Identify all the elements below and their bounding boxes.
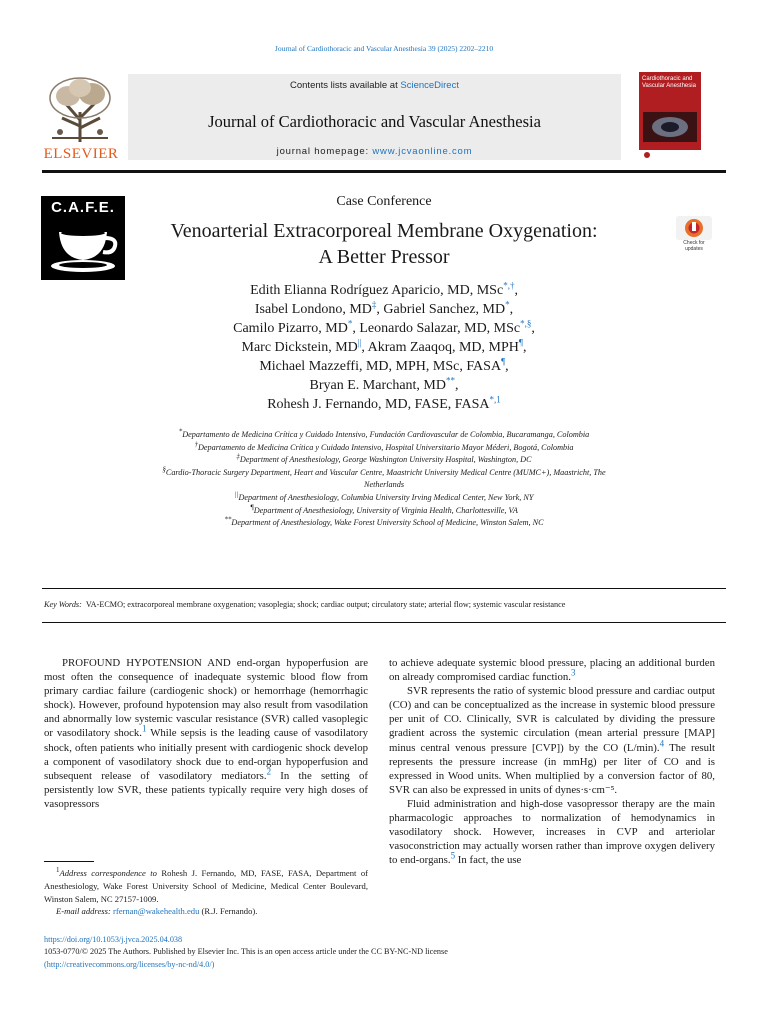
author-line: Michael Mazzeffi, MD, MPH, MSc, FASA¶, bbox=[259, 356, 509, 374]
reference-link[interactable]: 3 bbox=[570, 667, 576, 678]
email-link[interactable]: rfernan@wakehealth.edu bbox=[112, 906, 200, 917]
author-line: Marc Dickstein, MD||, Akram Zaaqoq, MD, MPH¶, bbox=[241, 337, 527, 355]
body-right-column bbox=[389, 656, 715, 867]
affiliation-mark[interactable]: ‡ bbox=[371, 299, 377, 310]
affiliation-mark[interactable]: *,§ bbox=[520, 318, 532, 329]
affiliation-mark[interactable]: * bbox=[505, 299, 510, 310]
author-list bbox=[110, 281, 658, 414]
body-paragraph: SVR represents the ratio of systemic blood pressure and cardiac output (CO) and can be conceptualized as the increase in systemic blood pressure per unit of CO. Clinically, SVR is calculated by dividing the pressure gradient across the systemic circulation (mean arterial pressure [MAP] minus central venous pressure [CVP]) by the CO (L/min).$^4$ The result represents the pressure increase (in mmHg) per liter of CO and is expressed in Wood units. When multiplied by a conversion factor of 80, SVR can also be expressed in units of dynes·s·cm⁻⁵. bbox=[389, 685, 715, 796]
running-head[interactable]: Journal of Cardiothoracic and Vascular Anesthesia 39 (2025) 2202–2210 bbox=[274, 44, 494, 53]
body-paragraph: to achieve adequate systemic blood pressure, placing an additional burden on already compromised cardiac function.$^3$ bbox=[389, 657, 715, 684]
title-line-1: Venoarterial Extracorporeal Membrane Oxygenation: bbox=[170, 220, 598, 242]
author-line: Edith Elianna Rodríguez Aparicio, MD, MSc*,†, bbox=[250, 280, 518, 298]
sciencedirect-link[interactable]: ScienceDirect bbox=[400, 80, 459, 91]
article-type: Case Conference bbox=[336, 194, 432, 209]
reference-link[interactable]: 4 bbox=[659, 737, 665, 748]
affiliation: ||Department of Anesthesiology, Columbia University Irving Medical Center, New York, NY bbox=[234, 490, 534, 502]
body-paragraph: Fluid administration and high-dose vasopressor therapy are the main pharmacologic approaches to normalization of hemodynamics in vasodilatory shock. However, increases in CVP and arteriolar vasoconstriction may actually worsen rather than improve oxygen delivery to end-organs.$^5$ In fact, the use bbox=[389, 797, 715, 867]
author-line: Camilo Pizarro, MD*, Leonardo Salazar, MD, MSc*,§, bbox=[233, 318, 535, 336]
license-link[interactable]: (http://creativecommons.org/licenses/by-nc-nd/4.0/) bbox=[44, 959, 215, 969]
reference-link[interactable]: 2 bbox=[266, 766, 272, 777]
keywords-rule-bottom bbox=[42, 622, 726, 623]
masthead-rule bbox=[42, 170, 726, 173]
homepage-link[interactable]: www.jcvaonline.com bbox=[372, 146, 473, 157]
homepage-line bbox=[128, 146, 621, 157]
title-line-2: A Better Pressor bbox=[318, 246, 450, 268]
affiliation-mark[interactable]: ¶ bbox=[501, 356, 506, 367]
journal-cover[interactable] bbox=[639, 72, 701, 160]
affiliation: §Cardio-Thoracic Surgery Department, Heart and Vascular Centre, Maastricht University Medical Centre (MUMC+), Maastricht, The Netherlands bbox=[162, 465, 606, 490]
journal-name: Journal of Cardiothoracic and Vascular Anesthesia bbox=[208, 112, 541, 131]
keywords-label: Key Words: bbox=[44, 600, 82, 609]
cover-title: Cardiothoracic and Vascular Anesthesia bbox=[642, 76, 696, 89]
affiliation-mark[interactable]: *,1 bbox=[489, 394, 501, 405]
keywords-text: VA-ECMO; extracorporeal membrane oxygenation; vasoplegia; shock; cardiac output; circulatory state; arterial flow; systemic vascular resistance bbox=[85, 600, 566, 609]
affiliation: *Departamento de Medicina Crítica y Cuidado Intensivo, Fundación Cardiovascular de Colombia, Bucaramanga, Colombia bbox=[178, 427, 590, 439]
author-line: Bryan E. Marchant, MD**, bbox=[309, 375, 459, 393]
keywords bbox=[44, 600, 724, 609]
keywords-rule-top bbox=[42, 588, 726, 589]
page-footer bbox=[44, 934, 724, 971]
masthead-box bbox=[128, 74, 621, 160]
elsevier-wordmark: ELSEVIER bbox=[43, 146, 119, 162]
license-text: 1053-0770/© 2025 The Authors. Published by Elsevier Inc. This is an open access article under the CC BY-NC-ND license bbox=[44, 947, 448, 957]
affiliation: ¶Department of Anesthesiology, University of Virginia Health, Charlottesville, VA bbox=[250, 502, 518, 515]
footnote-rule bbox=[44, 861, 94, 862]
affiliation-mark[interactable]: ** bbox=[445, 375, 455, 386]
correspondence-footnote bbox=[44, 867, 368, 918]
reference-link[interactable]: 5 bbox=[450, 850, 456, 861]
footnote-address: $^1$Address correspondence to Rohesh J. Fernando, MD, FASE, FASA, Department of Anesthesiology, Wake Forest University School of Medicine, Medical Center Boulevard, Winston Salem, NC 27157-1009. bbox=[44, 866, 369, 904]
author-line: Rohesh J. Fernando, MD, FASE, $FASA^{*,1}$ bbox=[267, 394, 501, 412]
affiliation: ‡Department of Anesthesiology, George Washington University Hospital, Washington, DC bbox=[236, 452, 532, 465]
cafe-logo-text: C.A.F.E. bbox=[51, 199, 115, 216]
elsevier-tree-logo bbox=[44, 74, 116, 144]
doi-link[interactable]: https://doi.org/10.1053/j.jvca.2025.04.038 bbox=[44, 935, 183, 944]
elsevier-logo[interactable] bbox=[42, 72, 120, 164]
affiliation: †Departamento de Medicina Crítica y Cuidado Intensivo, Hospital Universitario Mayor Méderi, Bogotá, Colombia bbox=[194, 439, 574, 452]
affiliation-mark[interactable]: *,† bbox=[503, 280, 515, 291]
article-title bbox=[110, 218, 658, 270]
check-for-updates-icon bbox=[676, 216, 712, 240]
affiliation-mark[interactable]: || bbox=[357, 337, 362, 348]
homepage-prefix: journal homepage: bbox=[276, 146, 373, 157]
author-line: Isabel Londono, MD‡, Gabriel Sanchez, MD*, bbox=[254, 299, 514, 317]
contents-prefix: Contents lists available at bbox=[290, 80, 401, 91]
affiliation: **Department of Anesthesiology, Wake Forest University School of Medicine, Winston Salem, NC bbox=[224, 515, 544, 528]
affiliation-mark[interactable]: ¶ bbox=[518, 337, 523, 348]
reference-link[interactable]: 1 bbox=[142, 723, 147, 734]
contents-line bbox=[128, 80, 621, 91]
journal-masthead bbox=[42, 72, 726, 168]
check-for-updates-badge[interactable] bbox=[676, 216, 712, 256]
body-left-column bbox=[44, 656, 368, 811]
check-updates-label: Check for updates bbox=[683, 240, 705, 252]
affiliations bbox=[160, 429, 608, 530]
affiliation-mark[interactable]: * bbox=[347, 318, 353, 329]
footnote-email: E-mail address: rfernan@wakehealth.edu (R.J. Fernando). bbox=[56, 906, 258, 917]
body-paragraph: PROFOUND HYPOTENSION AND end-organ hypoperfusion are most often the consequence of inadequate systemic blood flow from primary cardiac failure (cardiogenic shock) or hemorrhage (hemorrhagic shock). However, profound hypotension may also result from vasodilation and abnormally low systemic vascular resistance (SVR) called vasoplegic or vasodilatory shock.$^1$ While sepsis is the leading cause of vasodilatory shock, often patients who initially present with cardiogenic shock develop a component of vasodilatory shock due to end-organ hypoperfusion and subsequent release of vasodilatory mediators.$^2$ In the setting of persistently low SVR, these patients typically require very high doses of vasopressors bbox=[44, 657, 369, 810]
